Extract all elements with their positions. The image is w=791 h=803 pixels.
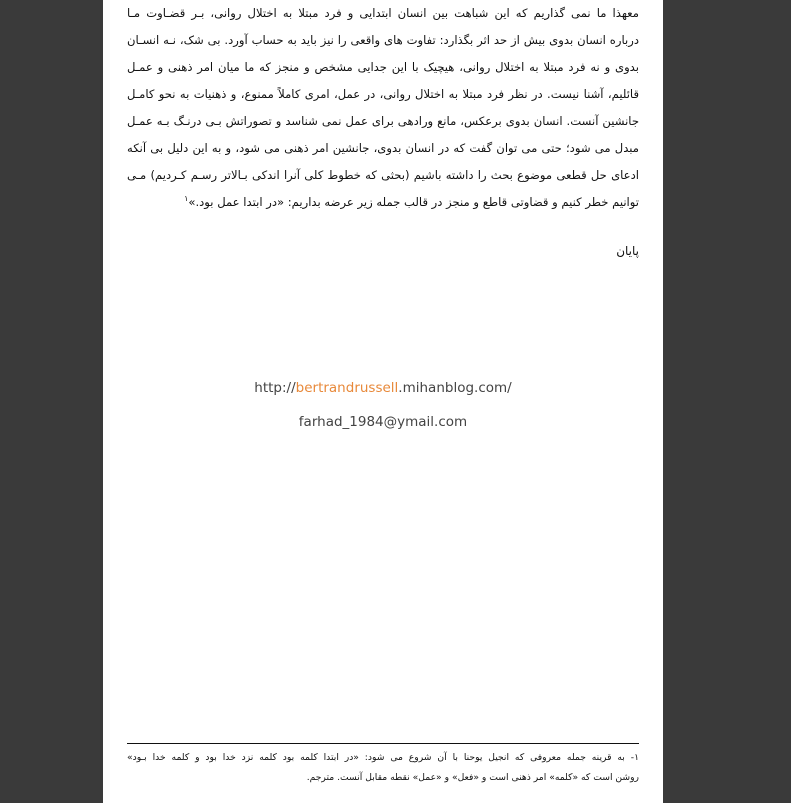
blog-link[interactable]	[103, 377, 663, 399]
paragraph-line: بدوی و نه فرد مبتلا به اختلال روانی، هیچیک با این جدایی مشخص و منجز که ما میان امر ذهنی و عمـل	[127, 60, 639, 74]
end-word: پایان	[616, 244, 639, 258]
link-suffix: .mihanblog.com/	[398, 380, 512, 396]
footnote	[127, 748, 639, 788]
email-address[interactable]: farhad_1984@ymail.com	[298, 414, 468, 430]
paragraph-line: ادعای حل قطعی موضوع بحث را داشته باشیم (بحثی که خطوط کلی آنرا اندکی بـالاتر رسـم کـردیم) مـی	[127, 168, 639, 182]
paragraph-last-line	[127, 189, 639, 216]
main-paragraph	[127, 0, 639, 216]
paragraph-line: درباره انسان بدوی بیش از حد اثر بگذارد: تفاوت های واقعی را نیز باید به حساب آورد. بی شک، نـه انسـان	[127, 33, 639, 47]
document-page	[103, 0, 663, 803]
footnote-separator	[127, 743, 639, 744]
paragraph-line: مبدل می شود؛ حتی می توان گفت که در انسان بدوی، جانشین امر ذهنی می شود، و به این دلیل بی آنکه	[127, 141, 639, 155]
link-highlight-russell: russell	[354, 380, 399, 396]
paragraph-line: قائلیم، آشنا نیست. در نظر فرد مبتلا به اختلال روانی، در عمل، امری کاملاً ممنوع، و ذهنیات به نحو کامـل	[127, 87, 639, 101]
link-highlight-bertrand: bertrand	[295, 380, 355, 396]
footnote-line: روشن است که «کلمه» امر ذهنی است و «فعل» و «عمل» نقطه مقابل آنست. مترجم.	[306, 772, 639, 783]
link-prefix: http://	[254, 380, 296, 396]
paragraph-line: جانشین آنست. انسان بدوی برعکس، مانع ورادهی برای عمل نمی شناسد و تصوراتش بـی درنـگ بـه عمـل	[127, 114, 639, 128]
footnote-line: ۱- به قرینه جمله معروفی که انجیل یوحنا با آن شروع می شود: «در ابتدا کلمه بود کلمه نزد خدا بود و کلمه خدا بـود»	[127, 752, 639, 763]
paragraph-line: معهذا ما نمی گذاریم که این شباهت بین انسان ابتدایی و فرد مبتلا به اختلال روانی، بـر قضـاوت مـا	[127, 6, 639, 20]
footnote-reference[interactable]: ۱	[184, 194, 189, 204]
paragraph-line-text: توانیم خطر کنیم و قضاوتی قاطع و منجز در قالب جمله زیر عرضه بداریم: «در ابتدا عمل بود.»	[188, 195, 639, 209]
